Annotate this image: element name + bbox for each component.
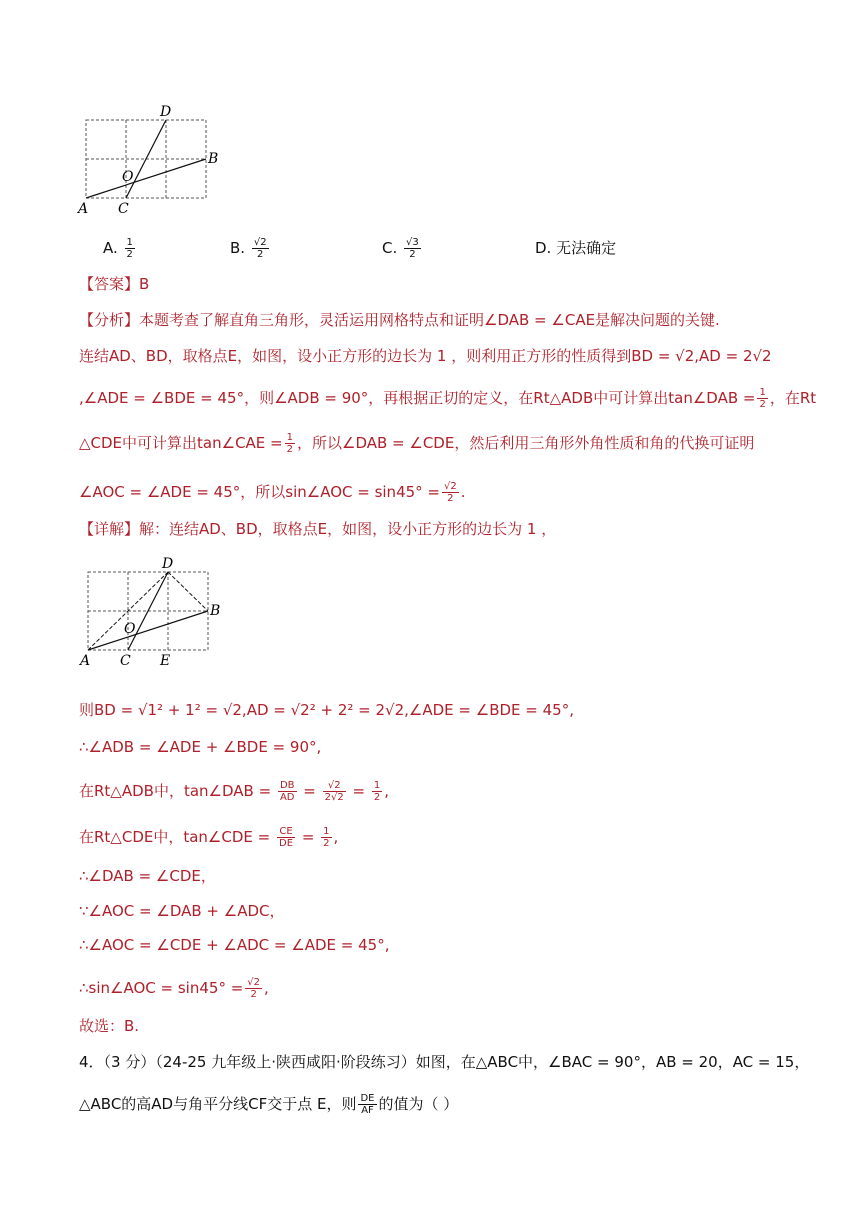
solution-line-8: ∴sin∠AOC = sin45° = $\frac{√2}{2}$ , [79,977,269,1000]
solution-line-1: 则BD = √1² + 1² = √2,AD = √2² + 2² = 2√2,∠ADE = ∠BDE = 45°, [79,701,574,719]
label-b: B [210,603,221,619]
label-c: C [118,201,129,217]
solution-line-2: ∴∠ADB = ∠ADE + ∠BDE = 90°, [79,738,322,756]
label-d: D [162,556,174,572]
label-c: C [120,653,131,669]
solution-line-3: 在Rt△ADB中，tan∠DAB = $\frac{DB}{AD}$ = $\frac{√2}{2√2}$ = $\frac{1}{2}$ , [79,780,390,803]
label-o: O [124,621,136,637]
solution-conclusion: 故选：B. [79,1017,140,1035]
option-d: D. 无法确定 [535,239,617,257]
label-o: O [122,169,134,185]
question-4-line-2: △ABC的高AD与角平分线CF交于点 E，则 $\frac{DE}{AF}$ 的值为（ ） [79,1093,459,1116]
figure-2-grid [72,552,232,672]
label-d: D [160,104,172,120]
label-e: E [160,653,171,669]
solution-line-4: 在Rt△CDE中，tan∠CDE = $\frac{CE}{DE}$ = $\frac{1}{2}$ , [79,826,339,849]
question-4-line-1: 4．（3 分）（24-25 九年级上·陕西咸阳·阶段练习）如图，在△ABC中，∠BAC = 90°，AB = 20，AC = 15， [79,1053,810,1071]
label-a: A [78,201,89,217]
analysis-line-5: ∠AOC = ∠ADE = 45°，所以sin∠AOC = sin45° = $\frac{√2}{2}$ . [79,481,466,504]
figure-1-grid [70,100,230,220]
segment-ab [88,611,208,650]
solution-line-7: ∴∠AOC = ∠CDE + ∠ADC = ∠ADE = 45°, [79,936,390,954]
segment-ab [86,159,206,198]
analysis-line-1: 【分析】本题考查了解直角三角形，灵活运用网格特点和证明∠DAB = ∠CAE是解决问题的关键. [79,311,720,329]
answer-line: 【答案】B [79,275,150,293]
segment-db [168,572,208,611]
analysis-line-3: ,∠ADE = ∠BDE = 45°，则∠ADB = 90°，再根据正切的定义，在Rt△ADB中可计算出tan∠DAB = $\frac{1}{2}$ ，在Rt [79,387,817,410]
detail-intro: 【详解】解：连结AD、BD，取格点E，如图，设小正方形的边长为 1 ， [79,520,557,538]
option-c: C. $\frac{√3}{2}$ [382,237,419,260]
option-b: B. $\frac{√2}{2}$ [230,237,267,260]
analysis-line-4: △CDE中可计算出tan∠CAE = $\frac{1}{2}$ ，所以∠DAB = ∠CDE，然后利用三角形外角性质和角的代换可证明 [79,432,755,455]
label-a: A [80,653,91,669]
analysis-line-2: 连结AD、BD，取格点E，如图，设小正方形的边长为 1 ，则利用正方形的性质得到BD = √2,AD = 2√2 [79,347,772,365]
label-b: B [208,151,219,167]
solution-line-6: ∵∠AOC = ∠DAB + ∠ADC， [79,902,285,920]
solution-line-5: ∴∠DAB = ∠CDE， [79,867,216,885]
option-a: A. $\frac{1}{2}$ [103,237,133,260]
